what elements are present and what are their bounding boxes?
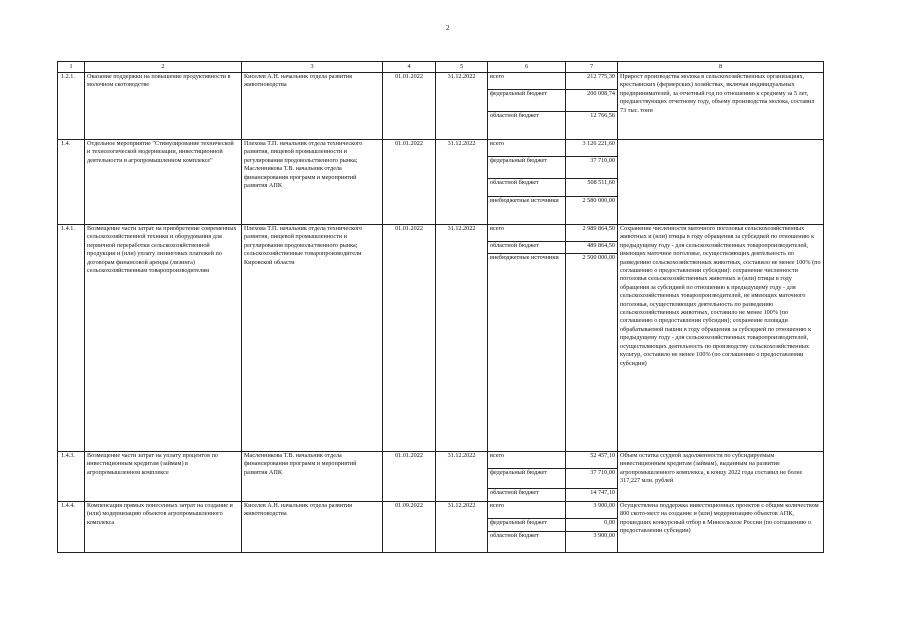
- measure-number: 1.4.3.: [58, 452, 85, 502]
- funding-source: всего: [488, 452, 566, 469]
- funding-source: областной бюджет: [488, 179, 566, 197]
- header-cell: 2: [85, 62, 242, 73]
- expected-result: Прирост производства молока в сельскохозяйственных организациях, крестьянских (фермерских) хозяйствах, включая индивидуальных предпринимателей, за отчетный год по отношению к среднему за 5 лет, предшествующих отчетному году, объему производства молока, составил 73 тыс. тонн: [618, 73, 824, 140]
- funding-source: всего: [488, 225, 566, 242]
- funding-amount: 2 989 864,50: [566, 225, 618, 242]
- responsible-executor: Масленникова Т.В. начальник отдела финансирования программ и мероприятий развития АПК: [242, 452, 383, 502]
- page-number: 2: [446, 24, 450, 32]
- funding-source: областной бюджет: [488, 112, 566, 140]
- table-row: [58, 73, 824, 90]
- funding-amount: 3 900,00: [566, 502, 618, 519]
- header-cell: 8: [618, 62, 824, 73]
- funding-amount: 3 900,00: [566, 532, 618, 553]
- funding-source: федеральный бюджет: [488, 90, 566, 112]
- funding-source: всего: [488, 502, 566, 519]
- measure-name: Компенсация прямых понесенных затрат на создание и (или) модернизацию объектов агропромышленного комплекса: [85, 502, 242, 553]
- funding-amount: 37 710,00: [566, 469, 618, 489]
- header-row: [58, 62, 824, 73]
- end-date: 31.12.2022: [436, 502, 488, 553]
- header-cell: 5: [436, 62, 488, 73]
- table-row: [58, 140, 824, 157]
- start-date: 01.01.2022: [383, 73, 436, 140]
- table-row: [58, 225, 824, 242]
- funding-amount: 3 126 221,60: [566, 140, 618, 157]
- funding-source: внебюджетные источники: [488, 254, 566, 452]
- funding-source: федеральный бюджет: [488, 157, 566, 179]
- header-cell: 7: [566, 62, 618, 73]
- responsible-executor: Киселев А.Н. начальник отдела развития животноводства: [242, 73, 383, 140]
- header-cell: 3: [242, 62, 383, 73]
- table-row: [58, 502, 824, 519]
- header-cell: 1: [58, 62, 85, 73]
- measure-number: 1.2.1.: [58, 73, 85, 140]
- end-date: 31.12.2022: [436, 452, 488, 502]
- responsible-executor: Плехова Т.П. начальник отдела технического развития, пищевой промышленности и регулирования продовольственного рынка; сельскохозяйственные товаропроизводители Кировской области: [242, 225, 383, 452]
- responsible-executor: Киселев А.Н. начальник отдела развития животноводства: [242, 502, 383, 553]
- funding-amount: 508 511,60: [566, 179, 618, 197]
- funding-source: федеральный бюджет: [488, 519, 566, 532]
- funding-amount: 212 775,30: [566, 73, 618, 90]
- expected-result: Осуществлена поддержка инвестиционных проектов с общим количеством 800 ското-мест на создание и (или) модернизацию объектов АПК, прошедших конкурсный отбор в Минсельхозе России (по соглашению о предоставлении субсидии): [618, 502, 824, 553]
- funding-source: областной бюджет: [488, 489, 566, 502]
- funding-amount: 2 500 000,00: [566, 254, 618, 452]
- measure-name: Отдельное мероприятие "Стимулирование технической и технологической модернизации, инвестиционной деятельности в агропромышленном комплексе": [85, 140, 242, 225]
- measure-name: Возмещение части затрат на приобретение современных сельскохозяйственной техники и оборудования для первичной переработки сельскохозяйственной продукции и (или) уплату лизинговых платежей по договорам финансовой аренды (лизинга) сельскохозяйственным товаропроизводителям: [85, 225, 242, 452]
- header-cell: 6: [488, 62, 566, 73]
- funding-source: всего: [488, 73, 566, 90]
- funding-amount: 0,00: [566, 519, 618, 532]
- expected-result: [618, 140, 824, 225]
- funding-source: всего: [488, 140, 566, 157]
- measure-number: 1.4.1.: [58, 225, 85, 452]
- funding-source: областной бюджет: [488, 532, 566, 553]
- expected-result: Объем остатка ссудной задолженности по субсидируемым инвестиционным кредитам (займам), выданным на развитие агропромышленного комплекса, к концу 2022 года составил не более 317,227 млн. рублей: [618, 452, 824, 502]
- funding-source: областной бюджет: [488, 242, 566, 254]
- start-date: 01.01.2022: [383, 452, 436, 502]
- measure-number: 1.4.4.: [58, 502, 85, 553]
- funding-amount: 200 008,74: [566, 90, 618, 112]
- end-date: 31.12.2022: [436, 225, 488, 452]
- funding-amount: 52 457,10: [566, 452, 618, 469]
- funding-amount: 14 747,10: [566, 489, 618, 502]
- measure-number: 1.4.: [58, 140, 85, 225]
- program-table: [57, 61, 824, 553]
- funding-amount: 489 864,50: [566, 242, 618, 254]
- responsible-executor: Плехова Т.П. начальник отдела технического развития, пищевой промышленности и регулирования продовольственного рынка; Масленникова Т.В. начальник отдела финансирования программ и мероприятий развития АПК: [242, 140, 383, 225]
- start-date: 01.01.2022: [383, 225, 436, 452]
- measure-name: Возмещение части затрат на уплату процентов по инвестиционным кредитам (займам) в агропромышленном комплексе: [85, 452, 242, 502]
- funding-amount: 12 766,56: [566, 112, 618, 140]
- funding-amount: 37 710,00: [566, 157, 618, 179]
- funding-source: внебюджетные источники: [488, 197, 566, 225]
- end-date: 31.12.2022: [436, 140, 488, 225]
- start-date: 01.09.2022: [383, 502, 436, 553]
- header-cell: 4: [383, 62, 436, 73]
- expected-result: Сохранение численности маточного поголовья сельскохозяйственных животных и (или) птицы в году обращения за субсидией по отношению к предыдущему году - для сельскохозяйственных товаропроизводителей, имеющих маточное поголовье, осуществляющих деятельность по разведению сельскохозяйственных животных, составило не менее 100% (по соглашению о предоставлении субсидии): сохранение численности поголовья сельскохозяйственных животных и (или) птицы в году обращения за субсидией по отношению к предыдущему году - для сельскохозяйственных товаропроизводителей, не имеющих маточного поголовья, осуществляющих деятельность по разведению сельскохозяйственных животных, составило не менее 100% (по соглашению о предоставлении субсидии); сохранение площади обрабатываемой пашни в году обращения за субсидией по отношению к предыдущему году - для сельскохозяйственных товаропроизводителей, осуществляющих деятельность по производству сельскохозяйственных культур, составило не менее 100% (по соглашению о предоставлении субсидии): [618, 225, 824, 452]
- funding-amount: 2 580 000,00: [566, 197, 618, 225]
- end-date: 31.12.2022: [436, 73, 488, 140]
- table-row: [58, 452, 824, 469]
- start-date: 01.01.2022: [383, 140, 436, 225]
- funding-source: федеральный бюджет: [488, 469, 566, 489]
- measure-name: Оказание поддержки на повышение продуктивности в молочном скотоводстве: [85, 73, 242, 140]
